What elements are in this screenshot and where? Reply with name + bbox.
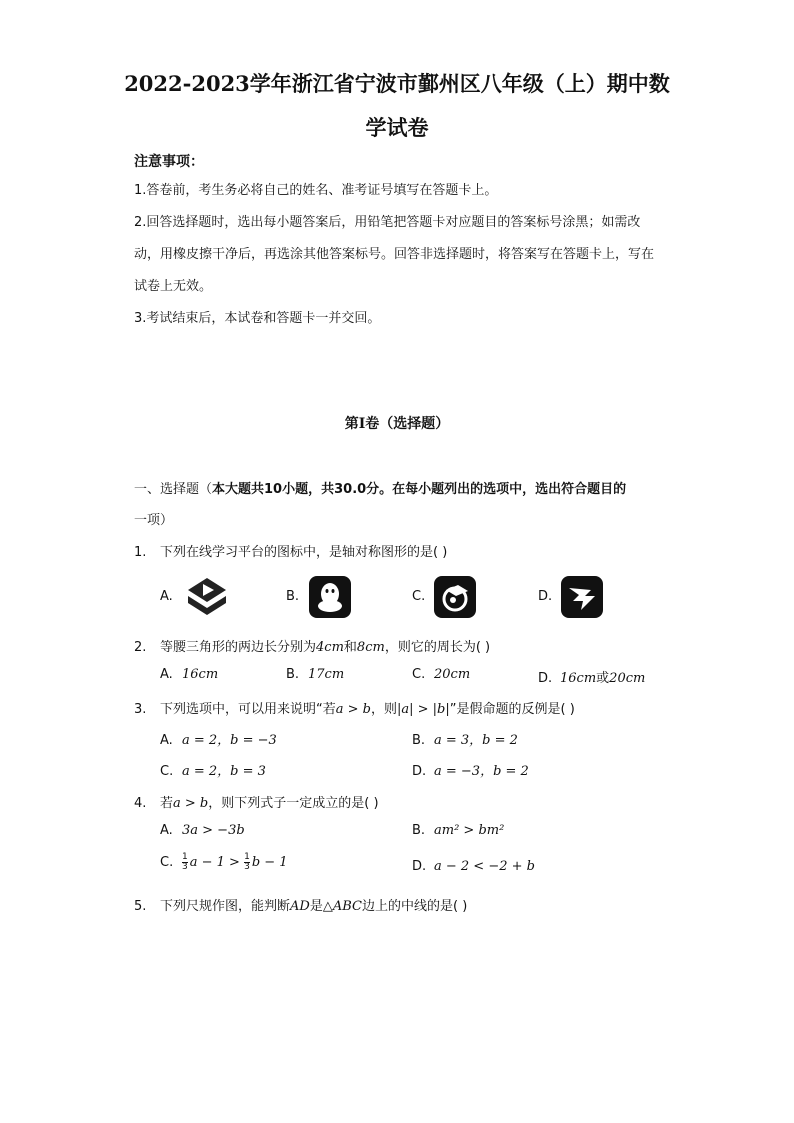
option-label: C. xyxy=(412,667,426,682)
penguin-icon xyxy=(309,576,351,618)
fraction-numerator: 1 xyxy=(244,852,250,862)
math-condition: a > b xyxy=(335,702,371,717)
q1-option-a-label: A. xyxy=(160,589,173,604)
option-text: a − 1 > xyxy=(189,855,240,870)
q1-option-c-label: C. xyxy=(412,589,426,604)
option-label: B. xyxy=(412,823,426,838)
question-number: 4. xyxy=(134,796,147,811)
option-text-or: 或 xyxy=(596,671,610,686)
question-text-post: 边上的中线的是( ) xyxy=(361,899,468,914)
option-text: 17cm xyxy=(308,667,345,682)
fraction-denominator: 3 xyxy=(244,862,250,872)
option-text: a − 2 < −2 + b xyxy=(434,859,535,874)
option-text: 3a > −3b xyxy=(182,823,245,838)
question-text-pre: 下列选项中，可以用来说明“若 xyxy=(160,702,336,717)
question-text-pre: 若 xyxy=(160,796,174,811)
q4-option-d xyxy=(412,859,535,874)
option-text: am² > bm² xyxy=(434,823,505,838)
q4-option-c xyxy=(160,853,288,872)
q4-option-b xyxy=(412,823,504,838)
question-2 xyxy=(134,636,490,655)
math-value: 8cm xyxy=(356,640,385,655)
part-heading xyxy=(134,474,669,536)
math-condition: |a| > |b| xyxy=(397,702,450,717)
fraction-numerator: 1 xyxy=(182,852,188,862)
q2-option-c xyxy=(412,667,470,682)
option-text: 16cm xyxy=(182,667,219,682)
option-label: A. xyxy=(160,823,173,838)
question-text-and: 和 xyxy=(343,640,357,655)
option-text: a = 2，b = −3 xyxy=(182,733,277,748)
question-text-post: ，则它的周长为( ) xyxy=(384,640,491,655)
option-text: 20cm xyxy=(609,671,646,686)
q3-option-b xyxy=(412,729,518,748)
option-label: D. xyxy=(538,671,553,686)
video-play-icon xyxy=(186,576,228,618)
note-item-3: 3.考试结束后，本试卷和答题卡一并交回。 xyxy=(134,311,381,326)
q3-option-c xyxy=(160,760,266,779)
exam-title-line1: 2022-2023学年浙江省宁波市鄞州区八年级（上）期中数 xyxy=(124,71,670,96)
option-label: D. xyxy=(412,764,427,779)
option-label: A. xyxy=(160,667,173,682)
q2-option-a xyxy=(160,667,218,682)
q2-option-d xyxy=(538,667,645,686)
fraction xyxy=(244,853,250,872)
q1-option-d-label: D. xyxy=(538,589,553,604)
question-1 xyxy=(134,541,447,560)
part-heading-bold: 本大题共10小题，共30.0分。在每小题列出的选项中，选出符合题目的 xyxy=(212,482,627,497)
part-heading-tail: 一项） xyxy=(134,513,174,528)
question-text-post: ，则下列式子一定成立的是( ) xyxy=(208,796,379,811)
option-text: 16cm xyxy=(560,671,597,686)
q3-option-a xyxy=(160,729,277,748)
note-item-1: 1.答卷前，考生务必将自己的姓名、准考证号填写在答题卡上。 xyxy=(134,183,498,198)
question-5 xyxy=(134,895,467,914)
option-label: D. xyxy=(412,859,427,874)
option-label: C. xyxy=(160,855,174,870)
question-text: 下列在线学习平台的图标中，是轴对称图形的是( ) xyxy=(160,545,448,560)
fraction xyxy=(182,853,188,872)
notes-heading: 注意事项： xyxy=(134,154,204,170)
question-text-pre: 等腰三角形的两边长分别为 xyxy=(160,640,317,655)
part-heading-prefix: 一、选择题（ xyxy=(134,482,213,497)
q4-option-a xyxy=(160,823,245,838)
math-segment: AD xyxy=(290,899,310,914)
section-title: 第Ⅰ卷（选择题） xyxy=(344,416,450,432)
option-text: a = −3，b = 2 xyxy=(434,764,529,779)
question-number: 3. xyxy=(134,702,147,717)
question-number: 2. xyxy=(134,640,147,655)
question-number: 1. xyxy=(134,545,147,560)
note-item-2: 2.回答选择题时，选出每小题答案后，用铅笔把答题卡对应题目的答案标号涂黑；如需改动，用橡皮擦干净后，再选涂其他答案标号。回答非选择题时，将答案写在答题卡上，写在试卷上无效。 xyxy=(134,215,655,294)
option-text: a = 2，b = 3 xyxy=(182,764,266,779)
graduate-icon xyxy=(434,576,476,618)
option-text: a = 3，b = 2 xyxy=(434,733,518,748)
option-label: C. xyxy=(160,764,174,779)
option-label: B. xyxy=(286,667,300,682)
question-text-mid: 是 xyxy=(309,899,323,914)
option-label: B. xyxy=(412,733,426,748)
math-value: 4cm xyxy=(316,640,344,655)
option-label: A. xyxy=(160,733,173,748)
exam-title-line2: 学试卷 xyxy=(365,115,429,140)
question-text-post: ”是假命题的反例是( ) xyxy=(449,702,575,717)
option-text: 20cm xyxy=(434,667,471,682)
math-condition: a > b xyxy=(173,796,209,811)
question-text-pre: 下列尺规作图，能判断 xyxy=(160,899,291,914)
swallow-icon xyxy=(561,576,603,618)
q3-option-d xyxy=(412,760,529,779)
q1-option-b-label: B. xyxy=(286,589,300,604)
question-text-mid: ，则 xyxy=(370,702,397,717)
question-4 xyxy=(134,792,379,811)
math-triangle: △ABC xyxy=(322,899,362,914)
question-number: 5. xyxy=(134,899,147,914)
question-3 xyxy=(134,698,575,717)
q2-option-b xyxy=(286,667,344,682)
fraction-denominator: 3 xyxy=(182,862,188,872)
option-text: b − 1 xyxy=(251,855,288,870)
